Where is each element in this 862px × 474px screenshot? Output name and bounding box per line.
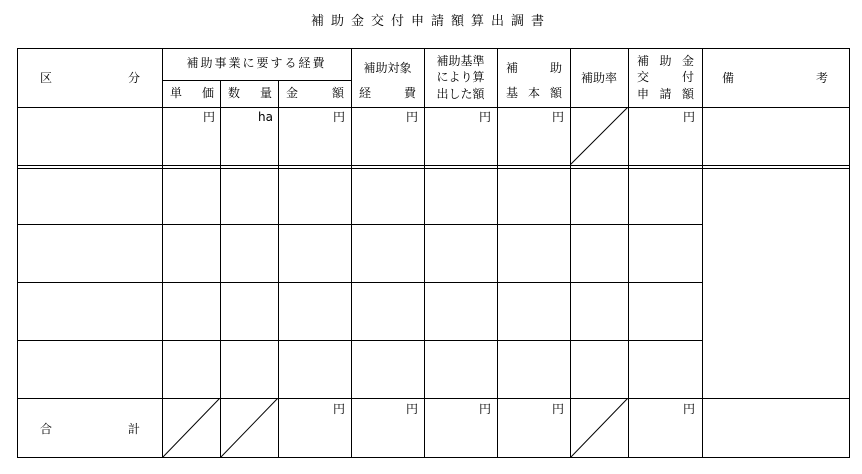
col-line-9 [702,48,703,458]
row-line-1a [17,165,850,166]
col-line-4 [351,48,352,458]
total-ritsu-diagonal-slash [570,398,628,458]
unit-taisho: 円 [405,110,418,124]
row-line-5 [17,398,850,399]
total-unit-kofu: 円 [682,402,695,416]
header-kofu-line3: 申 請 額 [637,87,694,101]
header-ritsu: 補助率 [580,71,617,85]
unit-kofu: 円 [682,110,695,124]
header-kihon-line2: 基 本 額 [506,86,562,100]
row-line-1b [17,168,850,169]
header-kofu-line2: 交 付 [637,70,694,84]
header-kofu-line1: 補 助 金 [637,54,694,68]
header-jigyo-hi: 補助事業に要する経費 [186,56,327,70]
col-line-5 [424,48,425,458]
header-kijun-line1: 補助基準 [436,54,485,68]
row-line-4 [17,340,703,341]
total-tanka-diagonal-slash [162,398,220,458]
unit-kingaku: 円 [332,110,345,124]
header-kihon-line1: 補 助 [506,61,562,75]
total-suryo-diagonal-slash [220,398,278,458]
total-unit-kingaku: 円 [332,402,345,416]
col-line-1 [162,48,163,458]
col-line-8 [628,48,629,458]
total-unit-kijun: 円 [478,402,491,416]
header-tanka: 単 価 [170,86,214,100]
header-bottom-line [17,107,850,108]
document-title: 補助金交付申請額算出調書 [310,14,551,29]
row-line-2 [17,224,703,225]
unit-suryo: ha [258,110,273,124]
header-kingaku: 金 額 [286,86,344,100]
total-unit-kihon: 円 [551,402,564,416]
header-taisho-line1: 補助対象 [363,61,412,75]
row-line-3 [17,282,703,283]
total-label: 合 計 [40,422,140,436]
header-suryo: 数 量 [228,86,272,100]
header-kijun-line3: 出した額 [436,87,485,101]
col-line-3 [278,80,279,458]
header-kijun-line2: により算 [436,70,485,84]
unit-kihon: 円 [551,110,564,124]
total-unit-taisho: 円 [405,402,418,416]
col-line-6 [497,48,498,458]
header-kubun: 区 分 [40,71,140,85]
subheader-divider [162,80,351,81]
calculation-table [17,48,850,458]
unit-kijun: 円 [478,110,491,124]
header-biko: 備 考 [722,71,828,85]
header-taisho-line2: 経 費 [359,86,416,100]
unit-tanka: 円 [202,110,215,124]
ritsu-diagonal-slash [570,107,628,165]
